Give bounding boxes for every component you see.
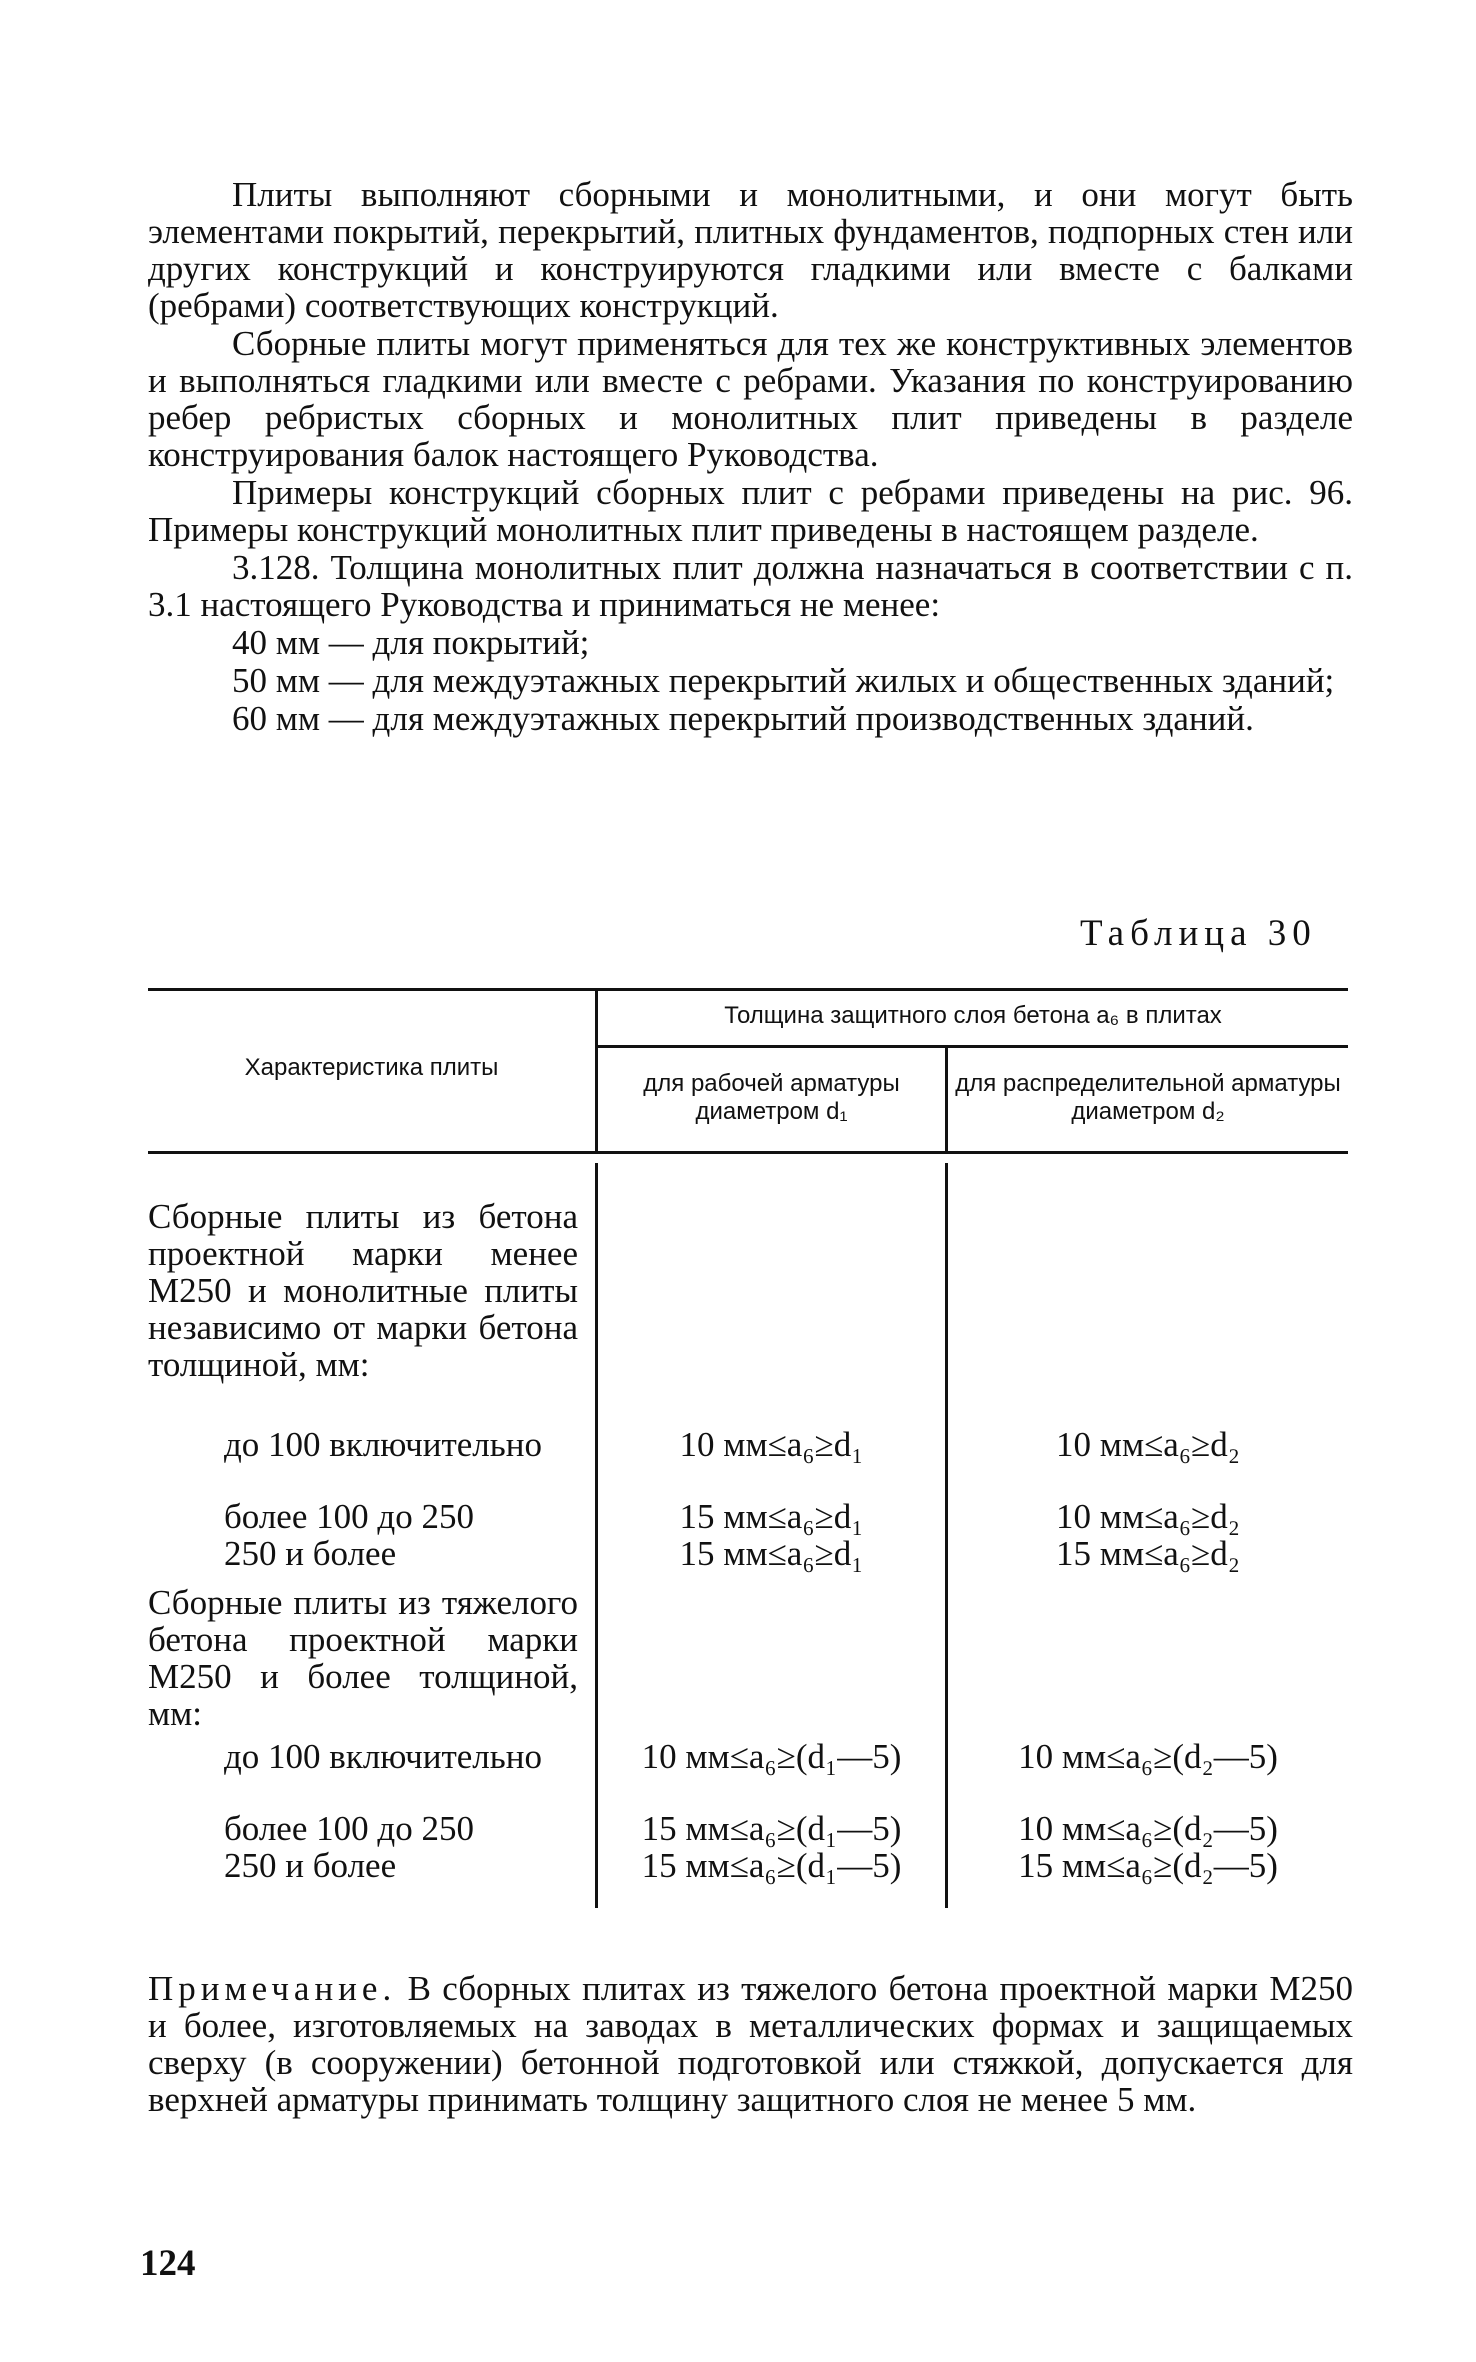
row-thickness: 250 и более bbox=[224, 1534, 397, 1573]
row-distribution-value: 15 мм≤a₆≥d₂ bbox=[1056, 1534, 1240, 1573]
row-working-value: 15 мм≤a₆≥d₁ bbox=[679, 1534, 864, 1573]
paragraph: Примеры конструкций сборных плит с ребрами приведены на рис. 96. Примеры конструкций монолитных плит приведены в настоящем разделе. bbox=[148, 473, 1353, 549]
column-group-header: Толщина защитного слоя бетона a₆ в плитах bbox=[724, 1002, 1222, 1029]
row-distribution-value: 15 мм≤a₆≥(d₂—5) bbox=[1018, 1846, 1278, 1885]
row-working-value: 10 мм≤a₆≥(d₁—5) bbox=[641, 1737, 902, 1776]
column-header-distribution: для распределительной арматуры диаметром d₂ bbox=[955, 1070, 1341, 1125]
row-distribution-value: 10 мм≤a₆≥(d₂—5) bbox=[1018, 1737, 1278, 1776]
body-text bbox=[148, 176, 1353, 738]
list-item: 60 мм — для междуэтажных перекрытий производственных зданий. bbox=[232, 699, 1254, 738]
column-header-working: для рабочей арматуры диаметром d₁ bbox=[643, 1070, 900, 1125]
row-working-value: 15 мм≤a₆≥(d₁—5) bbox=[641, 1809, 902, 1848]
group-label: Сборные плиты из бетона проектной марки менее М250 и монолитные плиты независимо от марки бетона толщиной, мм: bbox=[148, 1197, 578, 1384]
group-header-rule bbox=[598, 1045, 1348, 1048]
row-working-value: 15 мм≤a₆≥d₁ bbox=[679, 1497, 864, 1536]
row-working-value: 15 мм≤a₆≥(d₁—5) bbox=[641, 1846, 902, 1885]
note-text: В сборных плитах из тяжелого бетона проектной марки М250 и более, изготовляемых на заводах в металлических формах и защищаемых сверху (в сооружении) бетонной подготовкой или стяжкой, допускается для верхней арматуры принимать толщину защитного слоя не менее 5 мм. bbox=[148, 1969, 1354, 2119]
row-thickness: более 100 до 250 bbox=[224, 1497, 474, 1536]
note-label: Примечание. bbox=[148, 1969, 397, 2008]
list-item: 40 мм — для покрытий; bbox=[232, 623, 590, 662]
row-distribution-value: 10 мм≤a₆≥(d₂—5) bbox=[1018, 1809, 1278, 1848]
paragraph: Сборные плиты могут применяться для тех же конструктивных элементов и выполняться гладкими или вместе с ребрами. Указания по конструированию ребер ребристых сборных и монолитных плит приведены в разделе конструирования балок настоящего Руководства. bbox=[148, 324, 1353, 474]
table-title: Таблица 30 bbox=[1080, 913, 1317, 954]
table-top-rule bbox=[148, 988, 1348, 991]
row-thickness: до 100 включительно bbox=[224, 1425, 542, 1464]
header-bottom-rule bbox=[148, 1151, 1348, 1154]
row-thickness: до 100 включительно bbox=[224, 1737, 542, 1776]
row-working-value: 10 мм≤a₆≥d₁ bbox=[679, 1425, 864, 1464]
row-distribution-value: 10 мм≤a₆≥d₂ bbox=[1056, 1425, 1240, 1464]
column-header-characteristic: Характеристика плиты bbox=[244, 1054, 499, 1081]
list-item: 50 мм — для междуэтажных перекрытий жилых и общественных зданий; bbox=[232, 661, 1335, 700]
page-number: 124 bbox=[140, 2243, 196, 2284]
table-note bbox=[148, 1970, 1353, 2118]
row-thickness: 250 и более bbox=[224, 1846, 397, 1885]
row-thickness: более 100 до 250 bbox=[224, 1809, 474, 1848]
group-label: Сборные плиты из тяжелого бетона проектной марки М250 и более толщиной, мм: bbox=[148, 1583, 578, 1733]
paragraph: Плиты выполняют сборными и монолитными, и они могут быть элементами покрытий, перекрытий, плитных фундаментов, подпорных стен или других конструкций и конструируются гладкими или вместе с балками (ребрами) соответствующих конструкций. bbox=[148, 175, 1353, 325]
paragraph: 3.128. Толщина монолитных плит должна назначаться в соответствии с п. 3.1 настоящего Руководства и приниматься не менее: bbox=[148, 548, 1353, 624]
row-distribution-value: 10 мм≤a₆≥d₂ bbox=[1056, 1497, 1240, 1536]
